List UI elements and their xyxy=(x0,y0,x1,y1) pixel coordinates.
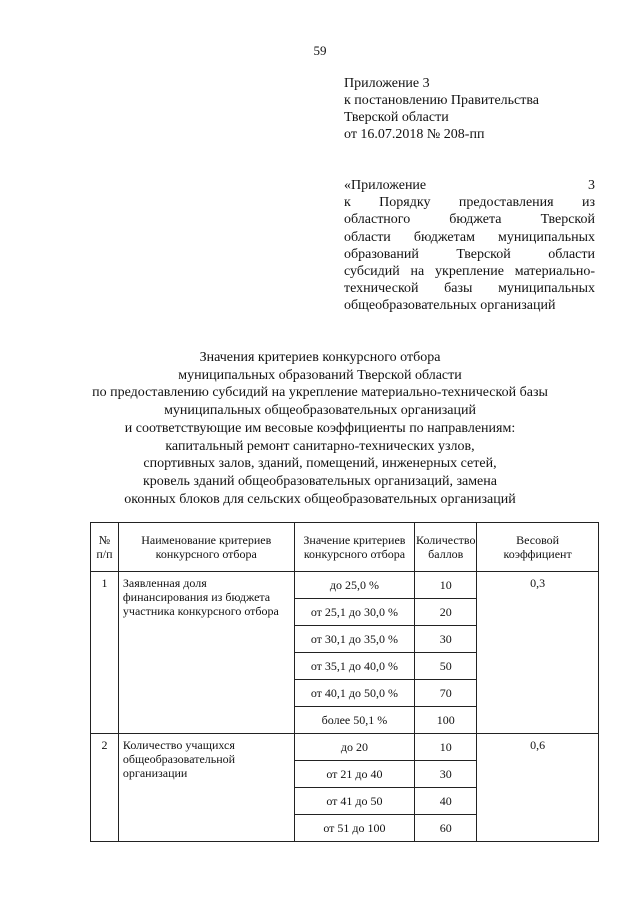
heading-line: и соответствующие им весовые коэффициенты по направлениям: xyxy=(124,420,516,436)
header-text: Наименование критериев xyxy=(141,533,272,547)
header-text: коэффициент xyxy=(503,547,572,561)
order-line: технической базы муниципальных xyxy=(344,281,595,297)
header-weight xyxy=(477,523,599,572)
header-value xyxy=(294,523,415,572)
criterion-name: Заявленная доля финансирования из бюджета участника конкурсного отбора xyxy=(118,572,294,734)
appendix-line: от 16.07.2018 № 208-пп xyxy=(344,127,485,142)
criterion-name: Количество учащихся общеобразовательной организации xyxy=(118,734,294,842)
heading-line: спортивных залов, зданий, помещений, инженерных сетей, xyxy=(143,456,497,472)
criterion-weight: 0,3 xyxy=(477,572,599,734)
header-text: № xyxy=(98,533,111,547)
criterion-value: более 50,1 % xyxy=(294,707,415,734)
header-text: конкурсного отбора xyxy=(303,547,406,561)
criterion-value: до 25,0 % xyxy=(294,572,415,599)
order-appendix-block xyxy=(344,177,595,315)
header-text: конкурсного отбора xyxy=(155,547,257,561)
appendix-line: Тверской области xyxy=(344,110,449,125)
header-text: Количество xyxy=(416,533,476,547)
header-name xyxy=(118,523,294,572)
header-text: Весовой xyxy=(516,533,560,547)
header-num xyxy=(91,523,119,572)
heading-line: кровель зданий общеобразовательных организаций, замена xyxy=(143,473,497,489)
criterion-value: от 21 до 40 xyxy=(294,761,415,788)
heading-line: капитальный ремонт санитарно-технических узлов, xyxy=(165,438,475,454)
table-row xyxy=(91,572,599,599)
heading-line: оконных блоков для сельских общеобразовательных организаций xyxy=(124,491,516,507)
order-line: образований Тверской области xyxy=(344,246,595,262)
header-points xyxy=(415,523,477,572)
criterion-points: 100 xyxy=(415,707,477,734)
criterion-points: 30 xyxy=(415,761,477,788)
page-number: 59 xyxy=(313,43,327,58)
criteria-table xyxy=(90,522,599,842)
criterion-points: 70 xyxy=(415,680,477,707)
criterion-value: от 35,1 до 40,0 % xyxy=(294,653,415,680)
appendix-header xyxy=(344,75,594,143)
criterion-value: от 30,1 до 35,0 % xyxy=(294,626,415,653)
criterion-weight: 0,6 xyxy=(477,734,599,842)
heading-line: муниципальных образований Тверской области xyxy=(178,367,462,383)
criterion-points: 20 xyxy=(415,599,477,626)
appendix-line: Приложение 3 xyxy=(344,76,430,91)
criterion-value: от 51 до 100 xyxy=(294,815,415,842)
order-line: общеобразовательных организаций xyxy=(344,298,556,314)
table-row xyxy=(91,734,599,761)
heading-line: по предоставлению субсидий на укрепление материально-технической базы xyxy=(92,385,548,401)
header-text: п/п xyxy=(96,547,113,561)
document-heading xyxy=(40,349,600,508)
appendix-line: к постановлению Правительства xyxy=(344,93,540,108)
header-text: Значение критериев xyxy=(303,533,406,547)
heading-line: Значения критериев конкурсного отбора xyxy=(199,350,441,365)
table-header-row xyxy=(91,523,599,572)
order-line: области бюджетам муниципальных xyxy=(344,229,595,245)
order-line: субсидий на укрепление материально- xyxy=(344,263,595,279)
criterion-value: от 41 до 50 xyxy=(294,788,415,815)
criterion-num: 2 xyxy=(91,734,119,842)
order-line: к Порядку предоставления из xyxy=(344,195,595,211)
criterion-points: 10 xyxy=(415,734,477,761)
criterion-num: 1 xyxy=(91,572,119,734)
criterion-points: 10 xyxy=(415,572,477,599)
header-text: баллов xyxy=(428,547,464,561)
criterion-points: 60 xyxy=(415,815,477,842)
criterion-points: 50 xyxy=(415,653,477,680)
criterion-value: от 25,1 до 30,0 % xyxy=(294,599,415,626)
order-line: областного бюджета Тверской xyxy=(344,212,595,228)
criterion-value: от 40,1 до 50,0 % xyxy=(294,680,415,707)
criterion-points: 40 xyxy=(415,788,477,815)
criterion-points: 30 xyxy=(415,626,477,653)
criterion-value: до 20 xyxy=(294,734,415,761)
order-line: «Приложение 3 xyxy=(344,178,595,193)
heading-line: муниципальных общеобразовательных организаций xyxy=(164,403,476,419)
